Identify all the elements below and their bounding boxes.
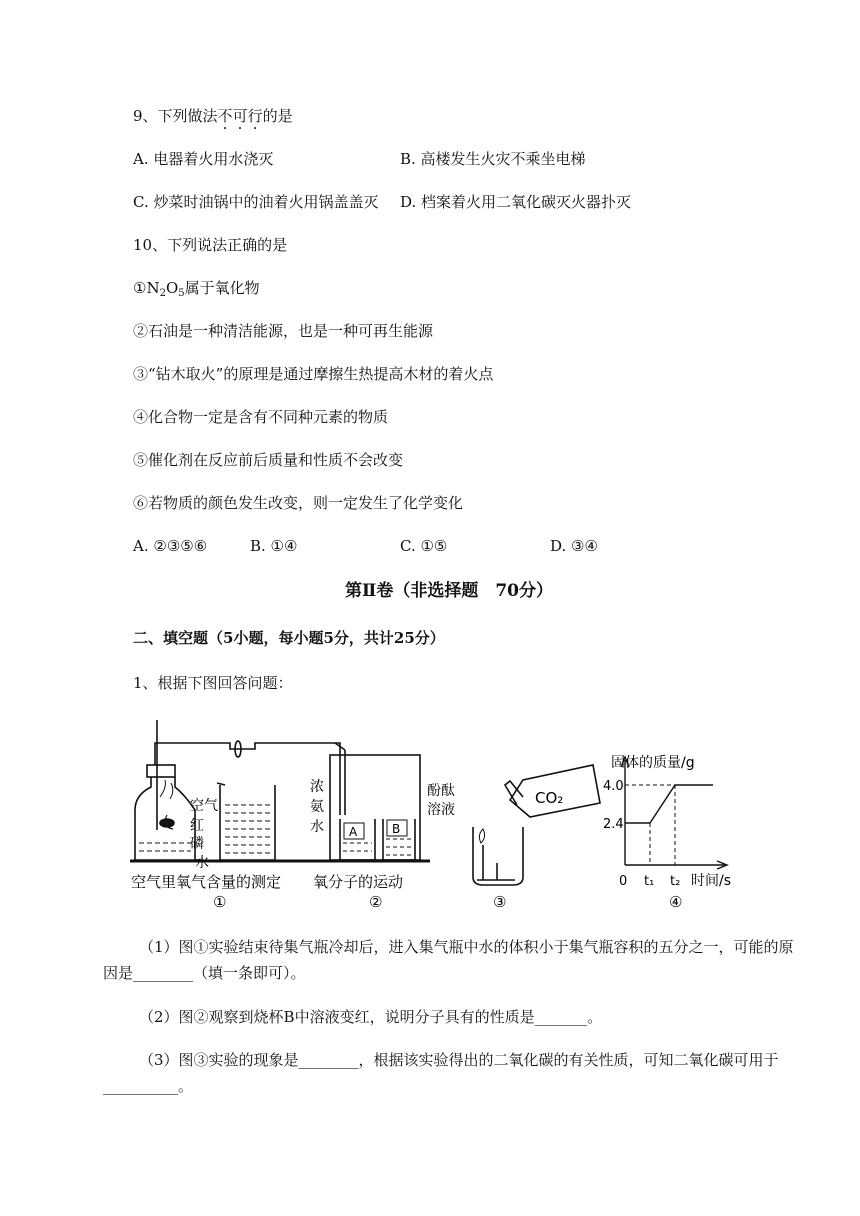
q9-option-c: C. 炒菜时油锅中的油着火用锅盖盖灭 (133, 193, 379, 211)
q10-option-a: A. ②③⑤⑥ (133, 537, 208, 555)
q10-stem: 10、下列说法正确的是 (133, 236, 288, 254)
fig2-number: ② (369, 893, 383, 911)
q9-option-b: B. 高楼发生火灾不乘坐电梯 (400, 150, 586, 168)
fig2-label-left2: 氨 (310, 799, 324, 815)
q10-statement-6: ⑥若物质的颜色发生改变，则一定发生了化学变化 (133, 494, 464, 512)
fill-q1-part2: （2）图②观察到烧杯B中溶液变红，说明分子具有的性质是_______。 (139, 1008, 603, 1026)
fill-q1-stem: 1、根据下图回答问题： (133, 674, 293, 692)
fig2-beaker-a: A (349, 825, 358, 839)
fig4-xlabel: 时间/s (691, 873, 732, 889)
q10-option-b: B. ①④ (250, 537, 298, 555)
fig1-label-p2: 磷 (190, 836, 204, 852)
fig1-label-p1: 红 (190, 818, 204, 834)
q10-statement-3: ③“钻木取火”的原理是通过摩擦生热提高木材的着火点 (133, 365, 494, 383)
part2-title: 第Ⅱ卷（非选择题 70分） (345, 581, 553, 601)
fig4-number: ④ (669, 893, 683, 911)
fig4-y-hi: 4.0 (603, 779, 624, 794)
fill-q1-part1: （1）图①实验结束待集气瓶冷却后，进入集气瓶中水的体积小于集气瓶容积的五分之一，可能的原因是________（填一条即可）。 (103, 938, 794, 982)
q9-option-d: D. 档案着火用二氧化碳灭火器扑灭 (400, 193, 632, 211)
fig1-caption: 空气里氧气含量的测定 (131, 873, 282, 891)
experiment-figure (125, 715, 735, 915)
fig1-number: ① (213, 893, 227, 911)
fig4-ylabel: 固体的质量/g (611, 755, 695, 771)
fig2-label-right2: 溶液 (427, 802, 455, 818)
fig1-label-water: 水 (195, 855, 209, 871)
q10-option-c: C. ①⑤ (400, 537, 448, 555)
q10-statement-5: ⑤催化剂在反应前后质量和性质不会改变 (133, 451, 404, 469)
fig2-label-right1: 酚酞 (427, 783, 455, 799)
section2-heading: 二、填空题（5小题，每小题5分，共计25分） (133, 629, 445, 647)
fig4-y-lo: 2.4 (603, 817, 624, 832)
fig2-beaker-b: B (392, 822, 401, 836)
q9-stem: 9、下列做法不可行的是 (133, 107, 293, 125)
fig1-label-air: 空气 (190, 798, 218, 814)
fig4-mass-line (625, 785, 713, 823)
fig4-origin: 0 (619, 874, 628, 889)
q10-option-d: D. ③④ (550, 537, 598, 555)
q9-option-a: A. 电器着火用水浇灭 (133, 150, 274, 168)
fill-q1-part3: （3）图③实验的现象是________，根据该实验得出的二氧化碳的有关性质，可知二氧化碳可用于__________。 (103, 1051, 779, 1095)
fig4-t2: t₂ (670, 874, 681, 889)
fig2-label-left3: 水 (310, 819, 324, 835)
fig2-caption: 氧分子的运动 (313, 873, 404, 891)
fig3-co2: CO₂ (535, 789, 564, 807)
fig3-number: ③ (493, 893, 507, 911)
q10-statement-2: ②石油是一种清洁能源，也是一种可再生能源 (133, 322, 434, 340)
fig2-label-left1: 浓 (310, 779, 324, 795)
q10-statement-4: ④化合物一定是含有不同种元素的物质 (133, 408, 389, 426)
q10-statement-1: $①N_2O_5$属于氧化物 (133, 279, 260, 299)
fig4-t1: t₁ (644, 874, 655, 889)
